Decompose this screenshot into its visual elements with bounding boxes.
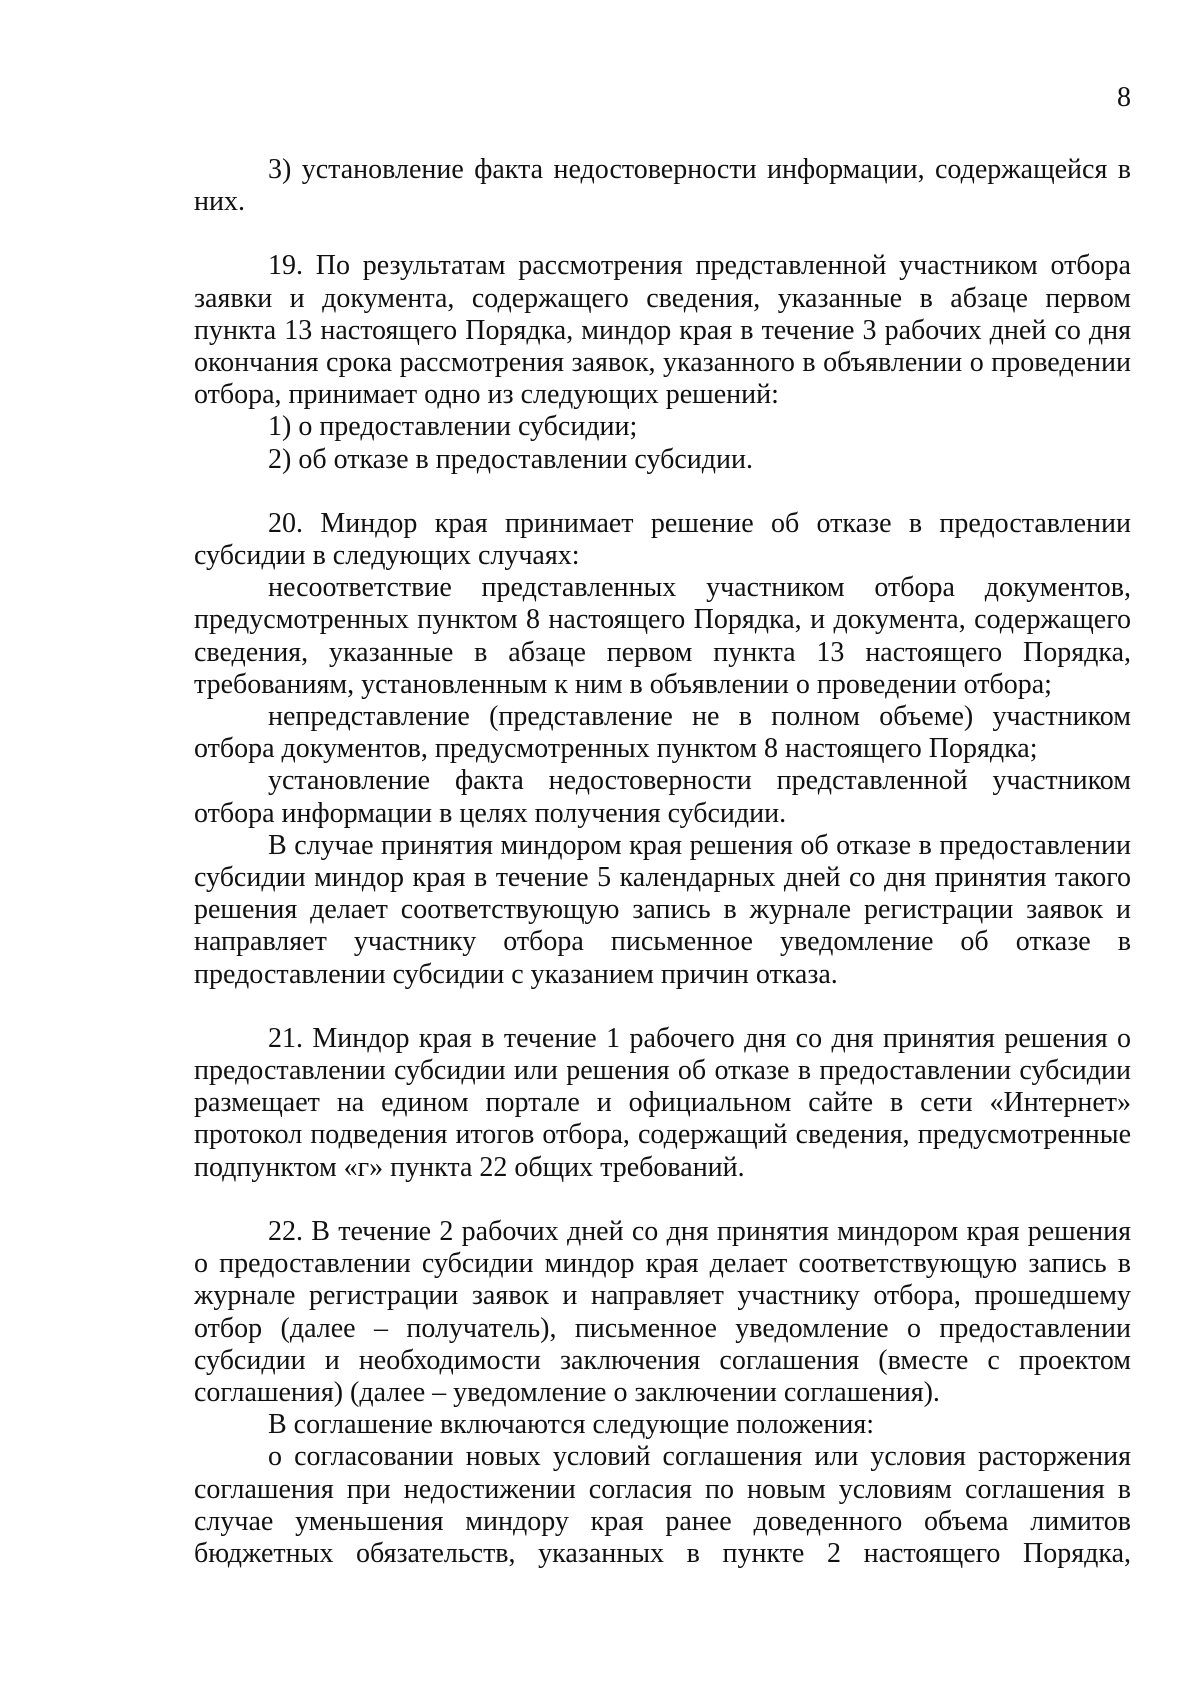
paragraph-20-case-1: несоответствие представленных участником отбора документов, предусмотренных пунктом 8 настоящего Порядка, и документа, содержащего сведения, указанные в абзаце первом пункта 13 настоящего Порядка, требованиям, установленным к ним в объявлении о проведении отбора; <box>194 572 1131 700</box>
paragraph-19-item-2: 2) об отказе в предоставлении субсидии. <box>268 443 753 475</box>
paragraph-19: 19. По результатам рассмотрения представленной участником отбора заявки и документа, содержащего сведения, указанные в абзаце первом пункта 13 настоящего Порядка, миндор края в течение 3 рабочих дней со дня окончания срока рассмотрения заявок, указанного в объявлении о проведении отбора, принимает одно из следующих решений: <box>194 250 1131 411</box>
paragraph-20: 20. Миндор края принимает решение об отказе в предоставлении субсидии в следующих случаях: <box>194 507 1131 572</box>
paragraph-20-case-2: непредставление (представление не в полном объеме) участником отбора документов, предусмотренных пунктом 8 настоящего Порядка; <box>194 701 1131 765</box>
paragraph-19-item-1: 1) о предоставлении субсидии; <box>268 411 638 443</box>
paragraph-21: 21. Миндор края в течение 1 рабочего дня со дня принятия решения о предоставлении субсидии или решения об отказе в предоставлении субсидии размещает на едином портале и официальном сайте в сети «Интернет» протокол подведения итогов отбора, содержащий сведения, предусмотренные подпунктом «г» пункта 22 общих требований. <box>194 1022 1131 1183</box>
paragraph-18-item-3: 3) установление факта недостоверности информации, содержащейся в них. <box>194 154 1131 218</box>
paragraph-20-refusal-notice: В случае принятия миндором края решения об отказе в предоставлении субсидии миндор края в течение 5 календарных дней со дня принятия такого решения делает соответствующую запись в журнале регистрации заявок и направляет участнику отбора письменное уведомление об отказе в предоставлении субсидии с указанием причин отказа. <box>194 829 1131 990</box>
document-body <box>194 154 1131 1570</box>
paragraph-22-agreement-intro: В соглашение включаются следующие положения: <box>268 1409 875 1441</box>
paragraph-22-agreement-clause: о согласовании новых условий соглашения или условия расторжения соглашения при недостижении согласия по новым условиям соглашения в случае уменьшения миндору края ранее доведенного объема лимитов бюджетных обязательств, указанных в пункте 2 настоящего Порядка, <box>194 1441 1131 1569</box>
paragraph-22: 22. В течение 2 рабочих дней со дня принятия миндором края решения о предоставлении субсидии миндор края делает соответствующую запись в журнале регистрации заявок и направляет участнику отбора, прошедшему отбор (далее – получатель), письменное уведомление о предоставлении субсидии и необходимости заключения соглашения (вместе с проектом соглашения) (далее – уведомление о заключении соглашения). <box>194 1215 1131 1408</box>
page-number: 8 <box>1117 82 1131 113</box>
paragraph-20-case-3: установление факта недостоверности представленной участником отбора информации в целях получения субсидии. <box>194 765 1131 829</box>
